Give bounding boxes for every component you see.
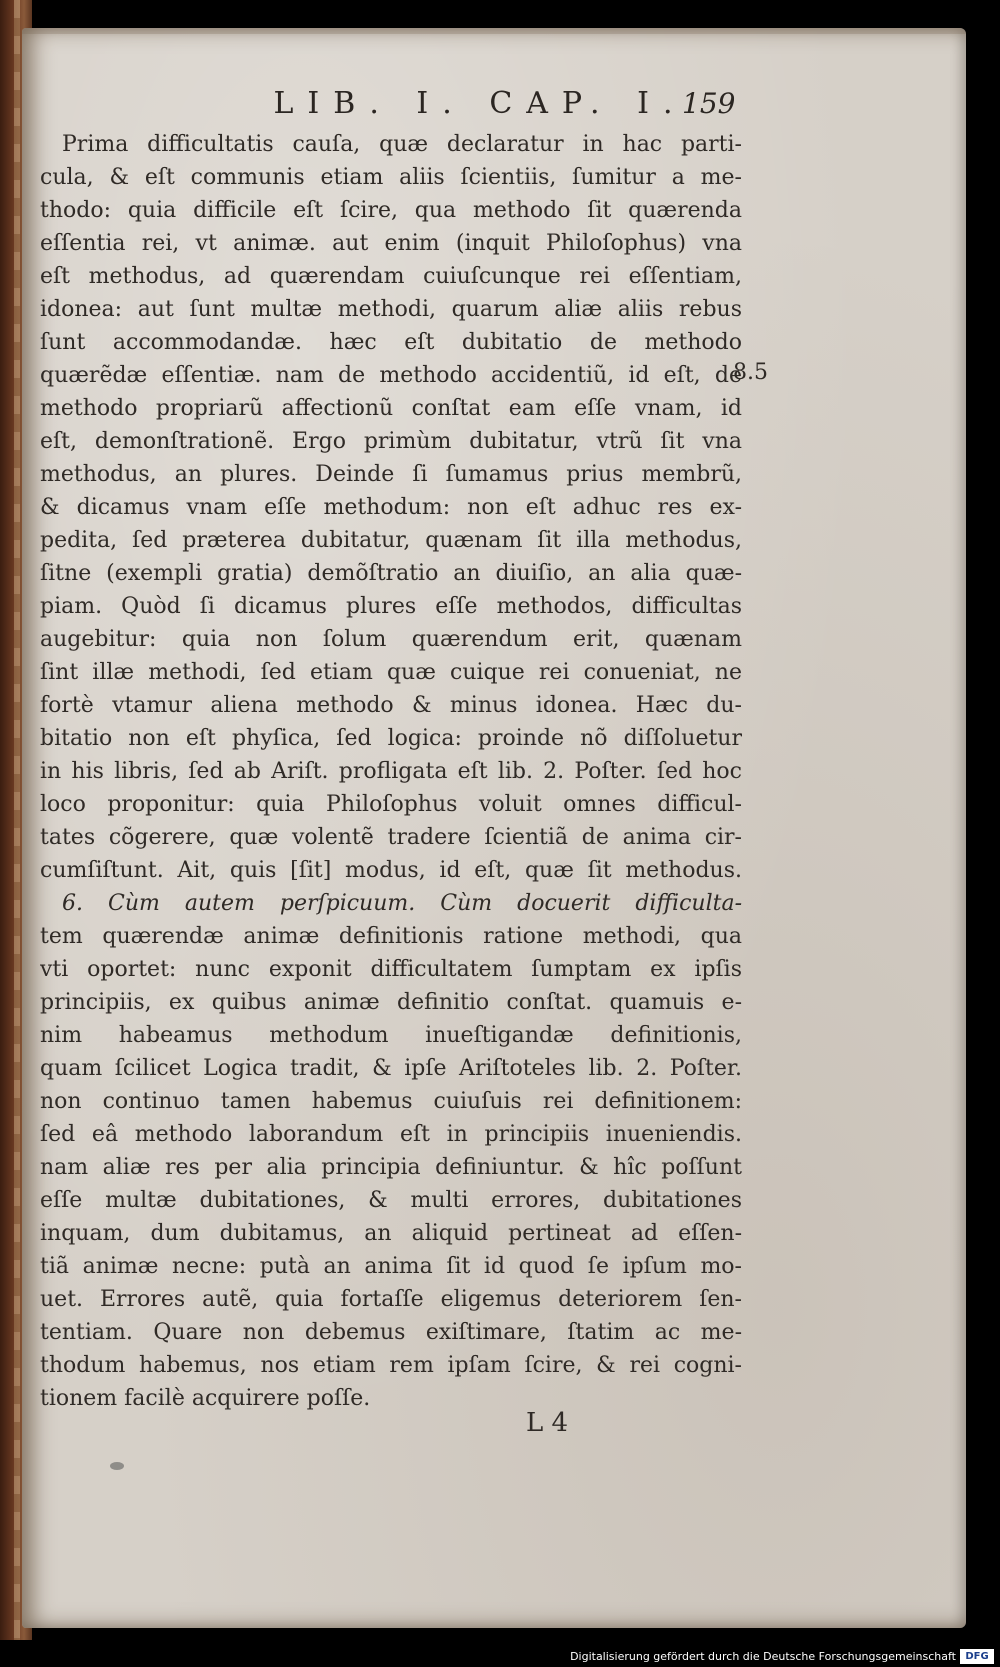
text-line: augebitur: quia non ſolum quærendum erit, quænam bbox=[40, 627, 742, 652]
text-line: nam aliæ res per alia principia definiuntur. & hîc poſſunt bbox=[40, 1155, 742, 1180]
text-line: pedita, ſed præterea dubitatur, quænam ſit illa methodus, bbox=[40, 528, 742, 553]
footer-bar bbox=[0, 1646, 1000, 1667]
text-line: eſſe multæ dubitationes, & multi errores, dubitationes bbox=[40, 1188, 742, 1213]
text-line: ſed eâ methodo laborandum eſt in principiis inueniendis. bbox=[40, 1122, 742, 1147]
text-line: inquam, dum dubitamus, an aliquid pertineat ad eſſen- bbox=[40, 1221, 742, 1246]
margin-note: 8.5 bbox=[733, 360, 768, 385]
text-line: non continuo tamen habemus cuiuſuis rei definitionem: bbox=[40, 1089, 742, 1114]
body-text bbox=[40, 128, 742, 1415]
running-header: LIB. I. CAP. I. bbox=[273, 86, 687, 121]
text-line: quam ſcilicet Logica tradit, & ipſe Ariſtoteles lib. 2. Poſter. bbox=[40, 1056, 742, 1081]
text-line: principiis, ex quibus animæ definitio conſtat. quamuis e- bbox=[40, 990, 742, 1015]
text-line: tem quærendæ animæ definitionis ratione methodi, qua bbox=[40, 924, 742, 949]
text-line: tates cõgerere, quæ volentẽ tradere ſcientiã de anima cir- bbox=[40, 825, 742, 850]
text-line: fortè vtamur aliena methodo & minus idonea. Hæc du- bbox=[40, 693, 742, 718]
text-line: methodus, an plures. Deinde ſi ſumamus prius membrũ, bbox=[40, 462, 742, 487]
text-line: tentiam. Quare non debemus exiſtimare, ſtatim ac me- bbox=[40, 1320, 742, 1345]
page-edge bbox=[22, 28, 966, 34]
text-line: uet. Errores autẽ, quia fortaſſe eligemus deteriorem ſen- bbox=[40, 1287, 742, 1312]
text-line: in his libris, ſed ab Ariſt. profligata eſt lib. 2. Poſter. ſed hoc bbox=[40, 759, 742, 784]
text-line: quærẽdæ eſſentiæ. nam de methodo accidentiũ, id eſt, de bbox=[40, 363, 742, 388]
text-line: Prima difficultatis cauſa, quæ declaratur in hac parti- bbox=[62, 132, 742, 157]
text-line: & dicamus vnam eſſe methodum: non eſt adhuc res ex- bbox=[40, 495, 742, 520]
text-line: ſitne (exempli gratia) demõſtratio an diuiſio, an alia quæ- bbox=[40, 561, 742, 586]
text-line: ſunt accommodandæ. hæc eſt dubitatio de methodo bbox=[40, 330, 742, 355]
text-line: bitatio non eſt phyſica, ſed logica: proinde nõ diſſoluetur bbox=[40, 726, 742, 751]
ink-smudge bbox=[110, 1462, 124, 1470]
text-line: eſt methodus, ad quærendam cuiuſcunque rei eſſentiam, bbox=[40, 264, 742, 289]
text-line: 6. Cùm autem perſpicuum. Cùm docuerit difficulta- bbox=[62, 891, 742, 916]
text-line: tionem facilè acquirere poſſe. bbox=[40, 1386, 371, 1411]
text-line: thodum habemus, nos etiam rem ipſam ſcire, & rei cogni- bbox=[40, 1353, 742, 1378]
text-line: idonea: aut ſunt multæ methodi, quarum aliæ aliis rebus bbox=[40, 297, 742, 322]
signature-mark: L 4 bbox=[526, 1408, 569, 1438]
dfg-logo-icon: DFG bbox=[960, 1649, 994, 1664]
text-line: loco proponitur: quia Philoſophus voluit omnes difficul- bbox=[40, 792, 742, 817]
text-line: vti oportet: nunc exponit difficultatem ſumptam ex ipſis bbox=[40, 957, 742, 982]
text-line: cula, & eſt communis etiam aliis ſcientiis, ſumitur a me- bbox=[40, 165, 742, 190]
text-line: cumſiſtunt. Ait, quis [ſit] modus, id eſt, quæ ſit methodus. bbox=[40, 858, 742, 883]
text-line: eſt, demonſtrationẽ. Ergo primùm dubitatur, vtrũ ſit vna bbox=[40, 429, 742, 454]
text-line: piam. Quòd ſi dicamus plures eſſe methodos, difficultas bbox=[40, 594, 742, 619]
text-line: thodo: quia difficile eſt ſcire, qua methodo ſit quærenda bbox=[40, 198, 742, 223]
text-line: ſint illæ methodi, ſed etiam quæ cuique rei conueniat, ne bbox=[40, 660, 742, 685]
text-line: eſſentia rei, vt animæ. aut enim (inquit Philoſophus) vna bbox=[40, 231, 742, 256]
text-line: methodo propriarũ affectionũ conſtat eam eſſe vnam, id bbox=[40, 396, 742, 421]
binding-strip bbox=[14, 0, 20, 1640]
footer-credit: Digitalisierung gefördert durch die Deutsche Forschungsgemeinschaft bbox=[570, 1650, 956, 1663]
page-number: 159 bbox=[682, 87, 736, 120]
text-line: nim habeamus methodum inueſtigandæ definitionis, bbox=[40, 1023, 742, 1048]
text-line: tiã animæ necne: putà an anima ſit id quod ſe ipſum mo- bbox=[40, 1254, 742, 1279]
